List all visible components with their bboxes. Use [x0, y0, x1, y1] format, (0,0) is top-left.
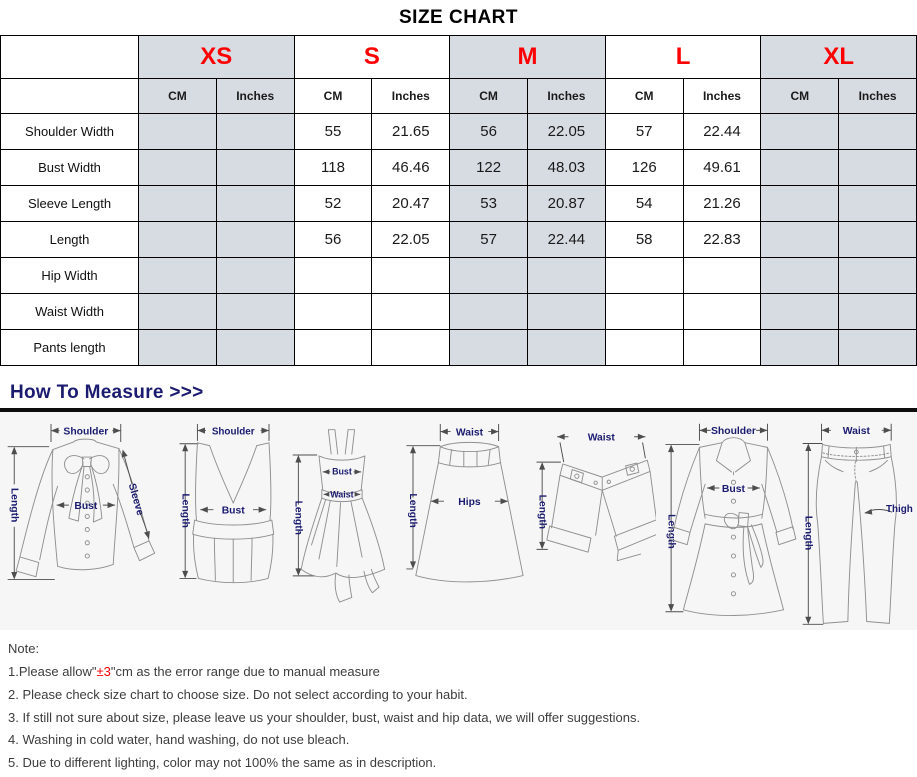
note-line-1: [8, 663, 917, 682]
value-cell: [216, 294, 294, 330]
value-cell: [761, 330, 839, 366]
value-cell: 58: [605, 222, 683, 258]
value-cell: [216, 114, 294, 150]
value-cell: 20.87: [527, 186, 605, 222]
value-cell: 48.03: [527, 150, 605, 186]
value-cell: [839, 222, 917, 258]
value-cell: [139, 222, 217, 258]
measure-label-waist: Waist: [330, 489, 355, 500]
measure-label-length: Length: [802, 515, 814, 551]
row-label: Shoulder Width: [1, 114, 139, 150]
measure-label-length: Length: [8, 487, 20, 523]
value-cell: 55: [294, 114, 372, 150]
unit-header: CM: [294, 79, 372, 114]
table-row: [1, 258, 917, 294]
value-cell: [683, 330, 761, 366]
measure-label-length: Length: [292, 500, 304, 535]
note1-prefix: 1.Please allow": [8, 663, 97, 679]
unit-header: CM: [139, 79, 217, 114]
measure-label-shoulder: Shoulder: [211, 426, 255, 438]
value-cell: 57: [605, 114, 683, 150]
value-cell: 21.65: [372, 114, 450, 150]
note-line-3: 3. If still not sure about size, please leave us your shoulder, bust, waist and hip data, we will offer suggestions.: [8, 709, 641, 725]
value-cell: 22.05: [527, 114, 605, 150]
value-cell: [450, 258, 528, 294]
value-cell: [139, 150, 217, 186]
value-cell: [761, 258, 839, 294]
unit-header: Inches: [216, 79, 294, 114]
measure-label-hips: Hips: [458, 496, 481, 508]
slip-dress-diagram: [289, 418, 397, 611]
measure-label-bust: Bust: [221, 505, 245, 517]
value-cell: [216, 222, 294, 258]
measure-label-waist: Waist: [455, 427, 484, 439]
blouse-diagram: [2, 418, 172, 612]
value-cell: [839, 330, 917, 366]
measure-label-bust: Bust: [332, 466, 353, 477]
note-line-2: 2. Please check size chart to choose size. Do not select according to your habit.: [8, 686, 468, 702]
table-row: [1, 222, 917, 258]
unit-header: Inches: [683, 79, 761, 114]
note-line-5: 5. Due to different lighting, color may not 100% the same as in description.: [8, 755, 437, 771]
measure-label-length: Length: [407, 493, 419, 528]
value-cell: [839, 258, 917, 294]
value-cell: 122: [450, 150, 528, 186]
value-cell: 20.47: [372, 186, 450, 222]
value-cell: [683, 258, 761, 294]
value-cell: [839, 114, 917, 150]
measure-label-length: Length: [178, 493, 190, 528]
unit-header: Inches: [839, 79, 917, 114]
tank-top-diagram: [172, 418, 290, 607]
unit-header: CM: [605, 79, 683, 114]
value-cell: 46.46: [372, 150, 450, 186]
table-row: [1, 294, 917, 330]
value-cell: [372, 258, 450, 294]
value-cell: 22.83: [683, 222, 761, 258]
value-cell: [761, 186, 839, 222]
measure-label-waist: Waist: [587, 432, 615, 444]
note1-tolerance: ±3: [96, 663, 111, 679]
page-title: SIZE CHART: [399, 7, 518, 28]
measure-label-thigh: Thigh: [886, 504, 914, 516]
row-label: Hip Width: [1, 258, 139, 294]
value-cell: [139, 186, 217, 222]
value-cell: 22.44: [527, 222, 605, 258]
value-cell: [450, 330, 528, 366]
value-cell: [839, 150, 917, 186]
measure-label-shoulder: Shoulder: [63, 426, 109, 438]
value-cell: [139, 294, 217, 330]
value-cell: [139, 258, 217, 294]
value-cell: 57: [450, 222, 528, 258]
measure-label-waist: Waist: [842, 426, 871, 438]
value-cell: [761, 114, 839, 150]
coat-diagram: [656, 418, 798, 626]
value-cell: 21.26: [683, 186, 761, 222]
row-label: Waist Width: [1, 294, 139, 330]
notes-section: [8, 640, 917, 773]
value-cell: 52: [294, 186, 372, 222]
value-cell: [527, 330, 605, 366]
row-label: Pants length: [1, 330, 139, 366]
value-cell: [216, 330, 294, 366]
measure-label-shoulder: Shoulder: [710, 426, 756, 438]
size-header-M: M: [450, 36, 606, 79]
note-line-4: 4. Washing in cold water, hand washing, do not use bleach.: [8, 732, 350, 748]
size-header-S: S: [294, 36, 450, 79]
measure-label-bust: Bust: [74, 500, 98, 512]
size-header-XS: XS: [139, 36, 295, 79]
corner-cell: [1, 36, 139, 79]
value-cell: [450, 294, 528, 330]
value-cell: 22.05: [372, 222, 450, 258]
value-cell: [839, 186, 917, 222]
how-to-measure-heading: How To Measure >>>: [10, 382, 204, 403]
value-cell: [216, 150, 294, 186]
value-cell: [527, 294, 605, 330]
measure-label-sleeve: Sleeve: [125, 482, 146, 517]
table-row: [1, 114, 917, 150]
value-cell: [839, 294, 917, 330]
measure-label-length: Length: [664, 514, 676, 549]
unit-header: Inches: [527, 79, 605, 114]
row-label: Bust Width: [1, 150, 139, 186]
pants-diagram: [797, 418, 915, 630]
value-cell: [683, 294, 761, 330]
value-cell: [294, 330, 372, 366]
size-chart-table: [0, 35, 917, 366]
value-cell: 53: [450, 186, 528, 222]
value-cell: [605, 258, 683, 294]
value-cell: [139, 114, 217, 150]
unit-header: Inches: [372, 79, 450, 114]
value-cell: 56: [294, 222, 372, 258]
measure-diagrams: [0, 412, 917, 630]
value-cell: 49.61: [683, 150, 761, 186]
value-cell: [216, 186, 294, 222]
value-cell: [761, 294, 839, 330]
skirt-diagram: [397, 418, 529, 607]
value-cell: [605, 330, 683, 366]
value-cell: [372, 330, 450, 366]
value-cell: [294, 258, 372, 294]
value-cell: 118: [294, 150, 372, 186]
value-cell: 126: [605, 150, 683, 186]
measure-label-bust: Bust: [721, 483, 745, 495]
table-row: [1, 330, 917, 366]
unit-header: CM: [450, 79, 528, 114]
size-table-body: [1, 114, 917, 366]
row-label: Length: [1, 222, 139, 258]
value-cell: [605, 294, 683, 330]
unit-header: CM: [761, 79, 839, 114]
notes-title: Note:: [8, 641, 40, 656]
size-table-head: [1, 36, 917, 114]
table-row: [1, 186, 917, 222]
value-cell: [527, 258, 605, 294]
note1-suffix: "cm as the error range due to manual measure: [110, 663, 380, 679]
value-cell: [372, 294, 450, 330]
corner-cell-units: [1, 79, 139, 114]
measure-label-length: Length: [536, 494, 548, 530]
value-cell: [761, 150, 839, 186]
value-cell: [761, 222, 839, 258]
row-label: Sleeve Length: [1, 186, 139, 222]
size-header-XL: XL: [761, 36, 917, 79]
value-cell: [294, 294, 372, 330]
value-cell: [216, 258, 294, 294]
value-cell: 22.44: [683, 114, 761, 150]
value-cell: 54: [605, 186, 683, 222]
size-header-L: L: [605, 36, 761, 79]
table-row: [1, 150, 917, 186]
value-cell: 56: [450, 114, 528, 150]
value-cell: [139, 330, 217, 366]
shorts-diagram: [529, 418, 656, 601]
